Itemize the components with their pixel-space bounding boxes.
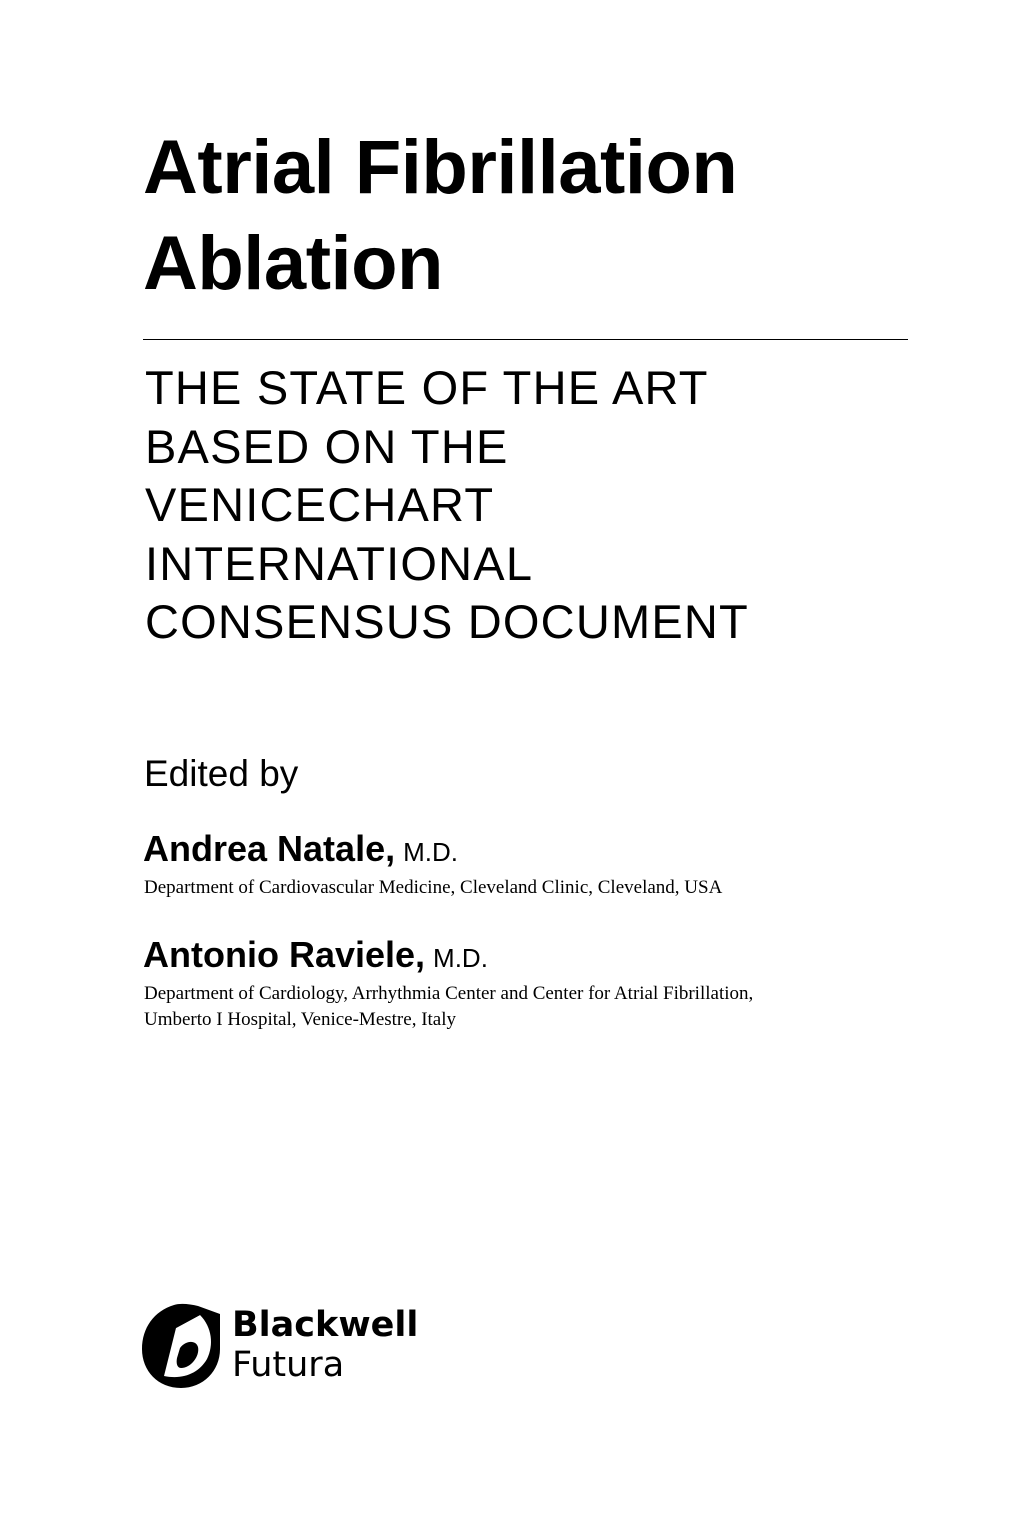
editor-name <box>143 827 458 874</box>
editor-name-text: Antonio Raviele, <box>143 934 426 975</box>
subtitle-line: THE STATE OF THE ART <box>145 361 709 414</box>
affiliation-line: Department of Cardiology, Arrhythmia Center and Center for Atrial Fibrillation, <box>144 983 754 1004</box>
title-line-2: Ablation <box>143 221 443 306</box>
editor-affiliation <box>144 875 722 901</box>
edited-by-label: Edited by <box>144 753 299 794</box>
editor-affiliation <box>144 981 753 1033</box>
blackwell-b-logo-icon <box>140 1302 224 1392</box>
editor-name-text: Andrea Natale, <box>143 828 396 869</box>
affiliation-line: Department of Cardiovascular Medicine, Cleveland Clinic, Cleveland, USA <box>144 877 723 898</box>
subtitle-line: BASED ON THE <box>145 419 509 473</box>
publisher-name-line-1: Blackwell <box>232 1305 419 1345</box>
title-line-1: Atrial Fibrillation <box>143 125 738 210</box>
affiliation-line: Umberto I Hospital, Venice-Mestre, Italy <box>144 1009 457 1030</box>
editor-credential: M.D. <box>433 943 488 973</box>
subtitle-line: CONSENSUS DOCUMENT <box>145 595 749 648</box>
editor-name <box>143 933 488 980</box>
subtitle-line: INTERNATIONAL <box>145 536 534 590</box>
subtitle-line: VENICECHART <box>145 478 495 531</box>
publisher-logo <box>140 1302 450 1394</box>
editor-credential: M.D. <box>403 837 458 867</box>
subtitle <box>145 359 749 652</box>
publisher-name-line-2: Futura <box>232 1345 345 1385</box>
title-divider <box>143 339 908 340</box>
